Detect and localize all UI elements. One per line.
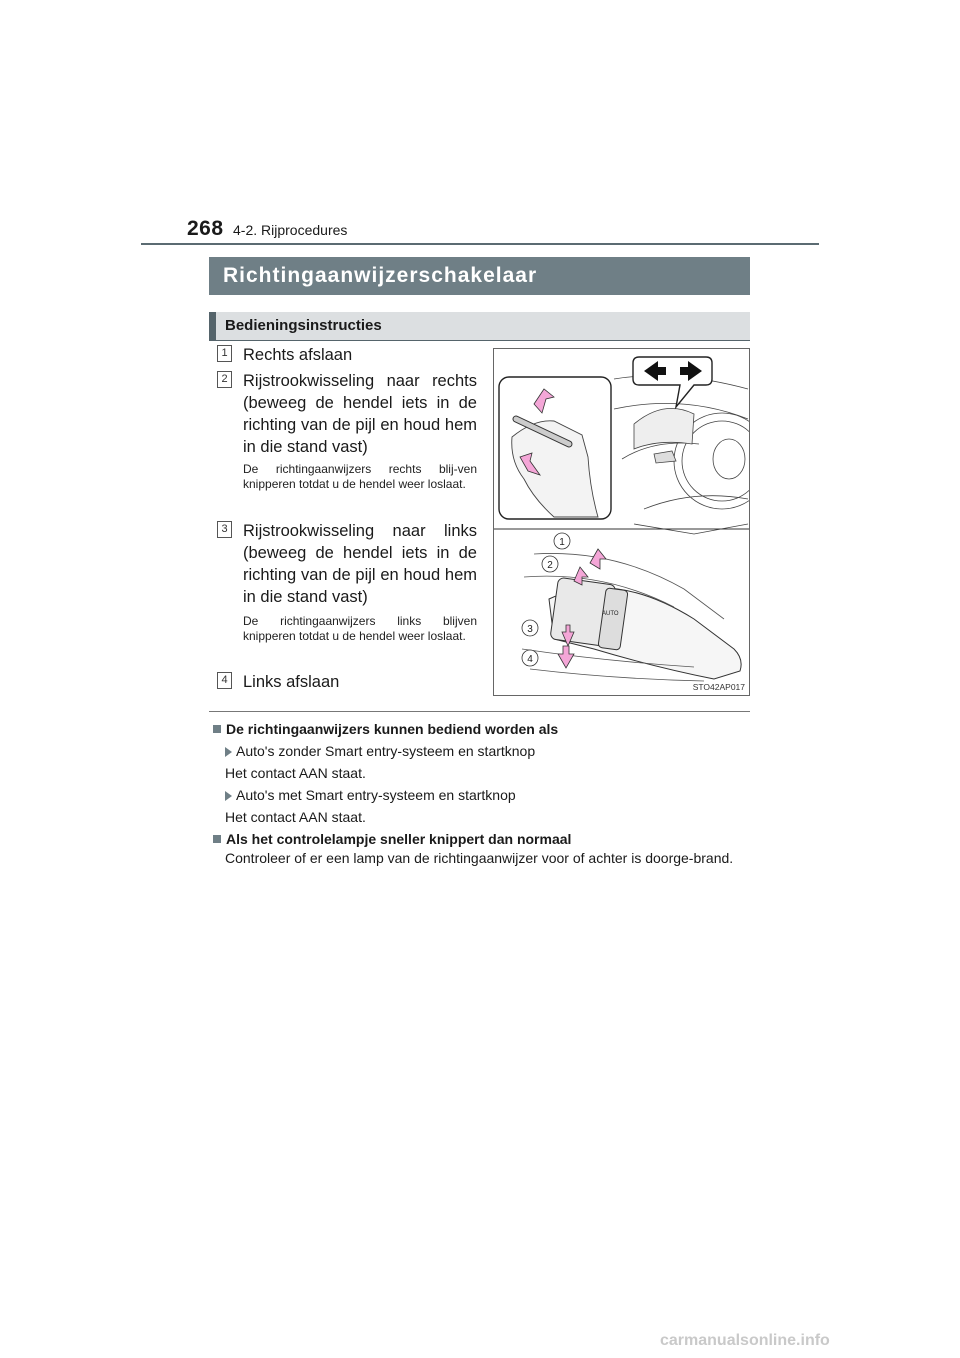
lever-closeup: [522, 533, 741, 681]
turn-signal-figure: [493, 348, 750, 696]
triangle-bullet-icon: [225, 747, 232, 757]
subsection-rule: [209, 340, 750, 341]
header-rule: [141, 243, 819, 245]
figure-code: STO42AP017: [692, 682, 745, 692]
item-number-4: 4: [217, 672, 232, 689]
callout-2: 2: [547, 560, 553, 571]
item-note-3: De richtingaanwijzers links blijven knipperen totdat u de hendel weer loslaat.: [243, 614, 477, 643]
figure-illustration: [494, 349, 749, 695]
callout-3: 3: [527, 624, 533, 635]
note-text: Het contact AAN staat.: [225, 809, 366, 825]
item-text-4: Links afslaan: [243, 673, 340, 691]
hand-on-lever-inset: [499, 377, 611, 519]
subsection-title: Bedieningsinstructies: [225, 317, 382, 334]
auto-label: AUTO: [602, 611, 619, 617]
watermark: carmanualsonline.info: [660, 1332, 830, 1349]
triangle-bullet-icon: [225, 791, 232, 801]
note-bullet: Auto's met Smart entry-systeem en startknop: [213, 786, 749, 805]
arrow-4-icon: [558, 646, 574, 668]
subsection-bar: [209, 312, 750, 340]
note-text: Het contact AAN staat.: [225, 765, 366, 781]
callout-1: 1: [559, 537, 565, 548]
notes-section: [213, 720, 749, 871]
subsection-marker: [209, 312, 216, 340]
page-number: 268: [187, 217, 224, 240]
item-number-1: 1: [217, 345, 232, 362]
item-number-2: 2: [217, 371, 232, 388]
notes-rule: [209, 711, 750, 712]
section-title: Richtingaanwijzerschakelaar: [209, 257, 750, 295]
callout-4: 4: [527, 654, 533, 665]
note-heading-1: De richtingaanwijzers kunnen bediend worden als: [213, 720, 749, 739]
running-header: 4-2. Rijprocedures: [233, 222, 348, 238]
note-bullet: Auto's zonder Smart entry-systeem en startknop: [213, 742, 749, 761]
item-text-2: Rijstrookwisseling naar rechts (beweeg de hendel iets in de richting van de pijl en houd hem in die stand vast): [243, 372, 477, 456]
item-text-3: Rijstrookwisseling naar links (beweeg de hendel iets in de richting van de pijl en houd hem in die stand vast): [243, 522, 477, 606]
note-text: Controleer of er een lamp van de richtingaanwijzer voor of achter is doorge-brand.: [225, 850, 734, 866]
item-text-1: Rechts afslaan: [243, 346, 353, 364]
direction-arrows-bubble: [633, 357, 712, 407]
note-heading-2: Als het controlelampje sneller knippert dan normaal: [213, 830, 749, 849]
item-note-2: De richtingaanwijzers rechts blij-ven knipperen totdat u de hendel weer loslaat.: [243, 462, 477, 491]
item-number-3: 3: [217, 521, 232, 538]
arrow-1-icon: [590, 549, 606, 569]
